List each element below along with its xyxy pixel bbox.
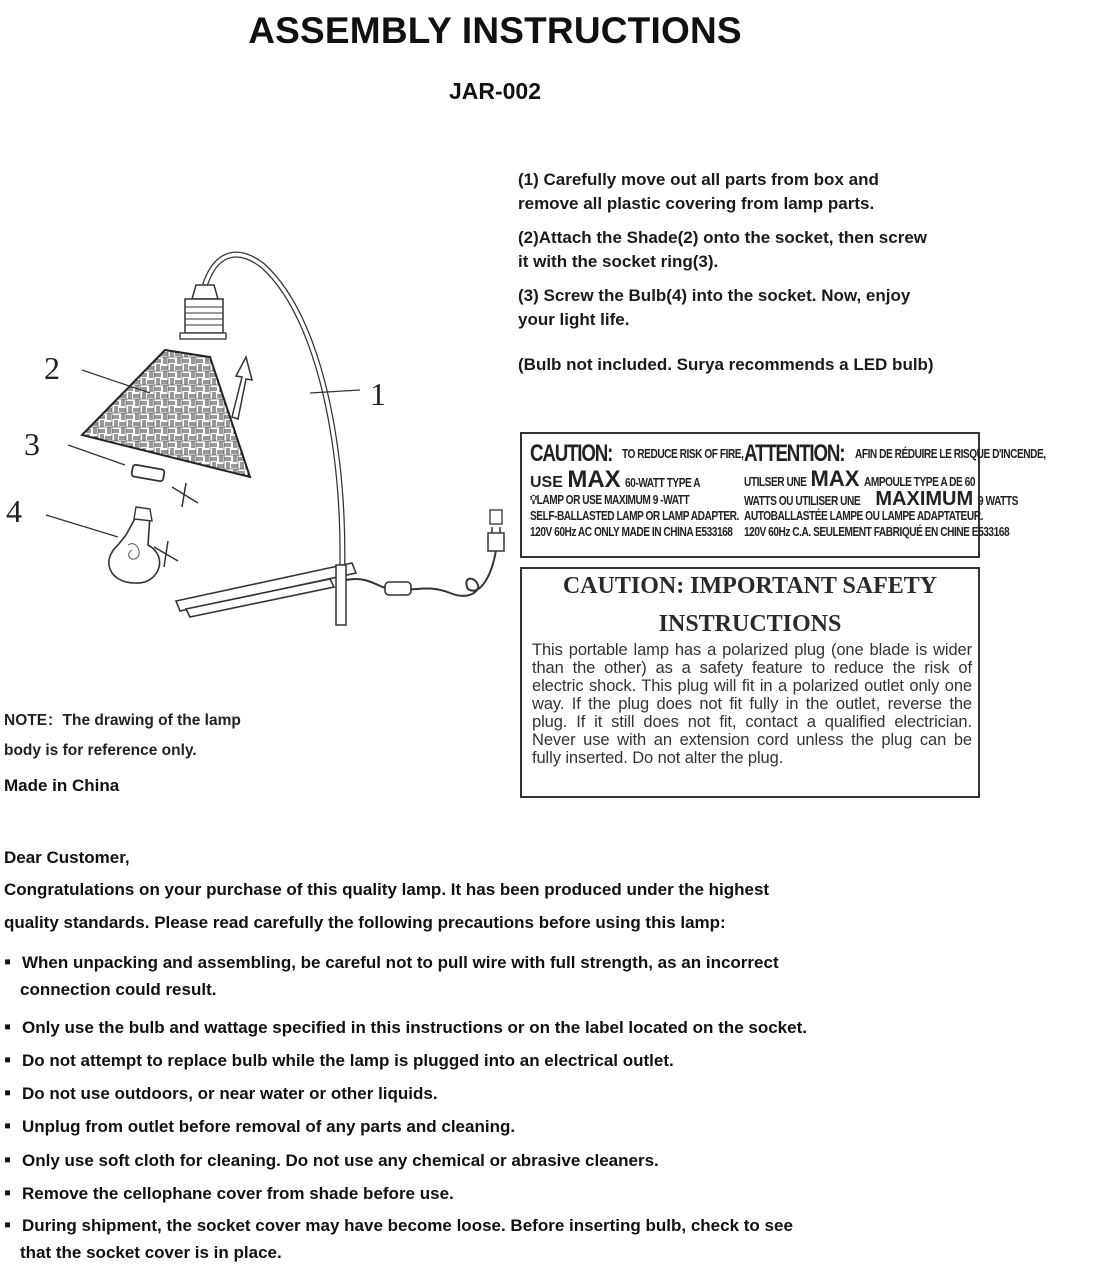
caution-line-1: TO REDUCE RISK OF FIRE, [621, 446, 744, 461]
caution-max: MAX [567, 466, 621, 493]
step-2 [518, 226, 988, 273]
precaution-6 [4, 1147, 1014, 1174]
precaution-7 [4, 1180, 1014, 1207]
plug [488, 510, 504, 551]
precaution-1 [4, 949, 1014, 1003]
step-3 [518, 284, 988, 331]
precaution-2-text: Only use the bulb and wattage specified in this instructions or on the label located on the socket. [22, 1018, 807, 1037]
caution-label-french [744, 440, 1046, 540]
letter-line-1: Congratulations on your purchase of this quality lamp. It has been produced under the highest [4, 880, 770, 899]
caution-label-english [530, 440, 754, 540]
step-1-line-1: (1) Carefully move out all parts from box and [518, 170, 879, 189]
safety-body: This portable lamp has a polarized plug (one blade is wider than the other) as a safety feature to reduce the risk of electric shock. This plug will fit in a polarized outlet only one way. If the plug does not fit fully in the outlet, reverse the plug. If it still does not fit, contact a qualified electrician. Never use with an extension cord unless the plug can be fully inserted. Do not alter the plug. [532, 641, 972, 767]
safety-heading-2: INSTRUCTIONS [658, 611, 842, 637]
model-number: JAR-002 [448, 78, 542, 104]
precaution-5-text: Unplug from outlet before removal of any parts and cleaning. [22, 1117, 516, 1136]
caution-wattage: 60-WATT TYPE A [625, 475, 701, 490]
precaution-1-text: When unpacking and assembling, be careful not to pull wire with full strength, as an incorrect [22, 953, 779, 972]
caution-use: USE [530, 474, 563, 491]
safety-instructions-box [520, 567, 980, 798]
socket-ring [131, 464, 165, 481]
bullet-icon: ▪ [4, 1049, 12, 1071]
letter-line-2: quality standards. Please read carefully the following precautions before using this lamp: [4, 913, 726, 932]
note-line-2: body is for reference only. [4, 742, 197, 759]
lamp-base [176, 563, 356, 625]
precaution-4-text: Do not use outdoors, or near water or other liquids. [22, 1084, 438, 1103]
precaution-6-text: Only use soft cloth for cleaning. Do not use any chemical or abrasive cleaners. [22, 1151, 659, 1170]
bullet-icon: ▪ [4, 1182, 12, 1204]
attention-utilser: UTILSER UNE [744, 474, 807, 489]
inline-switch [385, 582, 411, 595]
bullet-icon: ▪ [4, 1214, 12, 1236]
caution-heading: CAUTION: [530, 440, 613, 467]
lamp-shade [82, 350, 250, 477]
up-arrow [232, 357, 252, 419]
caution-line-4: SELF-BALLASTED LAMP OR LAMP ADAPTER. [530, 508, 739, 523]
attention-type-a: AMPOULE TYPE A DE 60 [863, 474, 975, 489]
step-2-line-1: (2)Attach the Shade(2) onto the socket, then screw [518, 228, 928, 247]
step-2-line-2: it with the socket ring(3). [518, 251, 719, 271]
bulb [109, 507, 160, 583]
precaution-8-text: During shipment, the socket cover may have become loose. Before inserting bulb, check to see [22, 1216, 793, 1235]
caution-label [520, 432, 1046, 558]
precaution-5 [4, 1113, 1014, 1140]
bulb-icon: 💡︎ [530, 492, 537, 507]
precaution-7-text: Remove the cellophane cover from shade before use. [22, 1184, 454, 1203]
attention-9-watts: 9 WATTS [977, 493, 1018, 508]
attention-watts-ou: WATTS OU UTILISER UNE [744, 493, 861, 508]
power-cord [346, 550, 496, 596]
attention-line-5: 120V 60Hz C.A. SEULEMENT FABRIQUÉ EN CHINE E533168 [744, 524, 1010, 539]
page-title: ASSEMBLY INSTRUCTIONS [248, 10, 742, 51]
safety-heading-1: CAUTION: IMPORTANT SAFETY [562, 573, 938, 599]
step-3-line-1: (3) Screw the Bulb(4) into the socket. Now, enjoy [518, 286, 911, 305]
label-1: 1 [370, 376, 386, 412]
attention-max: MAX [810, 466, 860, 491]
label-3: 3 [24, 426, 40, 462]
greeting: Dear Customer, [4, 848, 130, 867]
bulb-note: (Bulb not included. Surya recommends a LED bulb) [518, 355, 934, 374]
bullet-icon: ▪ [4, 1115, 12, 1137]
label-4: 4 [6, 493, 22, 529]
precaution-1-cont: connection could result. [20, 980, 217, 999]
caution-line-3: 💡︎LAMP OR USE MAXIMUM 9 -WATT [530, 492, 690, 507]
attention-line-4: AUTOBALLASTÉE LAMPE OU LAMPE ADAPTATEUR. [744, 508, 983, 523]
precaution-4 [4, 1080, 1014, 1107]
made-in-china: Made in China [4, 776, 120, 795]
bullet-icon: ▪ [4, 1016, 12, 1038]
precaution-3-text: Do not attempt to replace bulb while the lamp is plugged into an electrical outlet. [22, 1051, 674, 1070]
precaution-2 [4, 1014, 1014, 1041]
precaution-8 [4, 1212, 1014, 1266]
step-3-line-2: your light life. [518, 309, 630, 329]
step-1 [518, 168, 988, 215]
precaution-8-cont: that the socket cover is in place. [20, 1243, 282, 1262]
attention-maximum: MAXIMUM [875, 488, 974, 510]
attention-heading: ATTENTION: [744, 440, 845, 467]
note-line-1: NOTE：The drawing of the lamp [4, 712, 241, 729]
bullet-icon: ▪ [4, 1149, 12, 1171]
socket [180, 285, 226, 339]
precaution-3 [4, 1047, 1014, 1074]
attention-line-1: AFIN DE RÉDUIRE LE RISQUE D'INCENDE, [854, 446, 1046, 461]
caution-line-5: 120V 60Hz AC ONLY MADE IN CHINA E533168 [530, 524, 733, 539]
bullet-icon: ▪ [4, 1082, 12, 1104]
bullet-icon: ▪ [4, 951, 12, 973]
step-1-line-2: remove all plastic covering from lamp parts. [518, 193, 875, 213]
lamp-assembly-drawing [0, 245, 520, 625]
label-2: 2 [44, 350, 60, 386]
